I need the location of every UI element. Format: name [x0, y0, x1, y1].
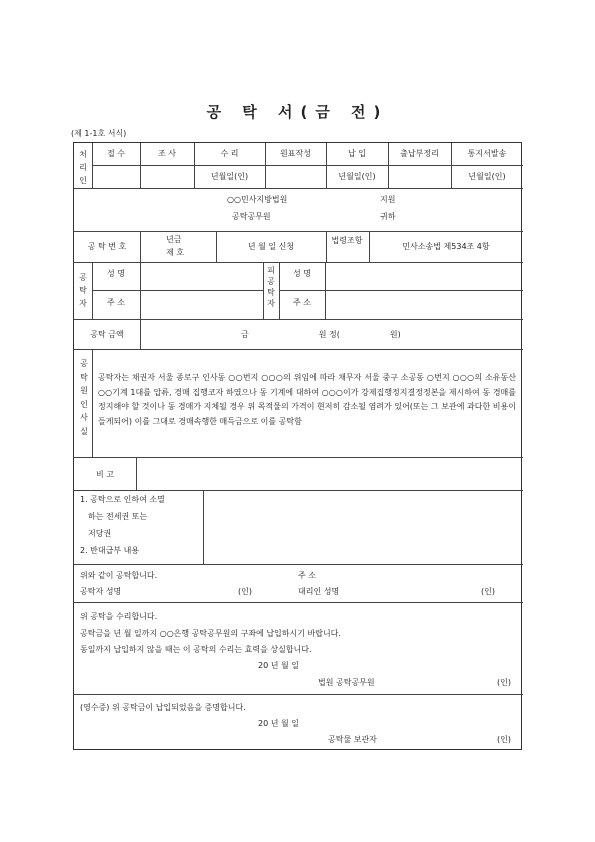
form-number: (제 1-1호 서식) [71, 129, 127, 138]
agent-seal: (인) [481, 587, 495, 596]
item-line-2: 하는 전세권 또는 [88, 512, 148, 521]
declaration-text: 위와 같이 공탁합니다. [80, 571, 158, 580]
deposit-number-label: 공 탁 번 호 [87, 242, 127, 251]
date-cell-notice: 년월일(인) [468, 172, 506, 181]
item-line-4: 2. 반대급부 내용 [80, 546, 140, 555]
date-cell-payment: 년월일(인) [338, 172, 376, 181]
col-payment: 납 입 [348, 149, 366, 158]
honorific: 귀하 [380, 212, 396, 221]
depositor-address-label: 주 소 [107, 298, 125, 307]
amount-value: 금 원 정( 원) [241, 330, 401, 339]
col-receipt: 접 수 [107, 149, 125, 158]
acceptance-line-1: 위 공탁을 수리합니다. [80, 612, 158, 621]
law-article: 민사소송법 제534조 4항 [402, 242, 490, 251]
cause-label: 공 탁 원 인 사 실 [80, 359, 88, 436]
cause-text: 공탁자는 채권자 서울 종로구 인사동 ○○번지 ○○○의 위임에 따라 채무자 서울 중구 소공동 ○번지 ○○○의 소유동산 ○○기계 1대를 압류, 경매 집행코자 하였으나 동 기계에 대하여 ○○○이가 강제집행정지결정정본을 제시하여 동 경매를 정지해야 할 것이나 동 경매가 지체될 경우 위 목적물의 가격이 현저히 감소될 염려가 있어(또는 그 보관에 과다한 비용이 들게되어) 이를 그대로 경매속행한 매득금으로 이를 공탁함 [98, 373, 516, 426]
amount-label: 공탁 금액 [90, 330, 124, 339]
remarks-label: 비 고 [96, 470, 114, 479]
application-date: 년 월 일 신청 [247, 242, 295, 251]
beneficiary-address-label: 주 소 [293, 298, 311, 307]
date-cell-acceptance: 년월일(인) [210, 172, 249, 181]
receipt-line-1: (영수증) 위 공탁금이 납입되었음을 증명합니다. [80, 703, 246, 712]
number-label: 제 호 [166, 248, 184, 257]
acceptance-line-3: 동일까지 납입하지 않을 때는 이 공탁의 수리는 효력을 상실합니다. [80, 645, 312, 654]
acceptance-seal: (인) [497, 678, 511, 687]
deposit-form [73, 142, 522, 750]
col-investigation: 조 사 [158, 149, 176, 158]
item-line-3: 저당권 [88, 529, 112, 538]
court-branch: 지원 [380, 195, 396, 204]
receipt-seal: (인) [497, 735, 511, 744]
acceptance-date: 20 년 월 일 [258, 661, 299, 670]
beneficiary-label: 피 공 탁 자 [267, 266, 275, 308]
document-title: 공 탁 서(금 전) [206, 103, 389, 121]
depositor-seal: (인) [238, 587, 252, 596]
col-ledger: 원표작성 [280, 149, 311, 158]
deposit-officer: 공탁공무원 [232, 212, 271, 221]
col-cashbook: 출납부정리 [400, 149, 439, 158]
depositor-signature-label: 공탁자 성명 [80, 587, 122, 596]
acceptance-line-2: 공탁금을 년 월 일까지 ○○은행 공탁공무원의 구좌에 납입하시기 바랍니다. [80, 629, 341, 638]
col-notice: 통지서발송 [467, 149, 507, 158]
item-line-1: 1. 공탁으로 인하여 소멸 [80, 495, 165, 504]
depositor-name-label: 성 명 [107, 269, 125, 278]
year-label: 년금 [166, 235, 182, 244]
court-name: ○○민사지방법원 [227, 195, 288, 204]
receipt-date: 20 년 월 일 [258, 719, 299, 728]
law-label: 법령조항 [331, 236, 363, 245]
receipt-keeper: 공탁물 보관자 [328, 735, 377, 744]
agent-signature-label: 대리인 성명 [298, 587, 340, 596]
declaration-address: 주 소 [298, 571, 316, 580]
processing-label: 처 리 인 [79, 150, 87, 185]
acceptance-officer: 법원 공탁공무원 [318, 678, 375, 687]
col-acceptance: 수 리 [220, 149, 239, 158]
depositor-label: 공 탁 자 [79, 273, 87, 308]
beneficiary-name-label: 성 명 [293, 269, 311, 278]
